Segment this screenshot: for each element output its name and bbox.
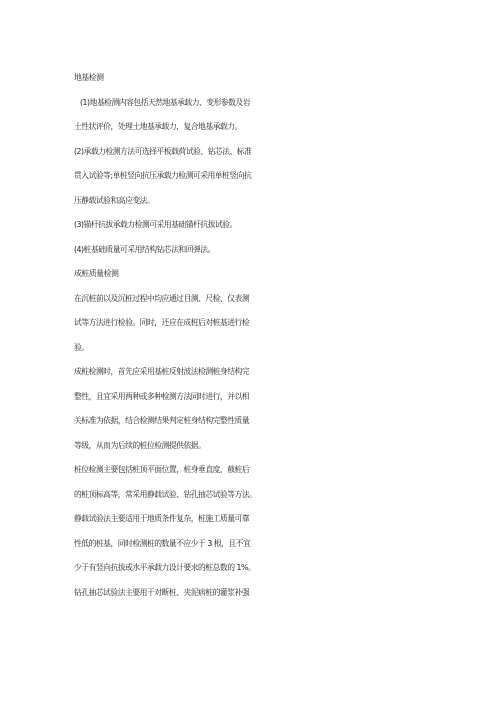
paragraph-line: 关标准为依据，结合检测结果判定桩身结构完整性质量 [74,416,250,425]
paragraph-line: 压静载试验和高应变法。 [74,195,155,205]
paragraph-line: 的桩顶标高等，常采用静载试验、钻孔抽芯试验等方法。 [74,489,257,499]
paragraph-line: (3)锚杆抗拔承载力检测可采用基础锚杆抗拔试验。 [74,220,237,229]
paragraph-line: 整性，且宜采用两种或多种检测方法同时进行，并以相 [74,391,250,401]
section-heading-foundation-testing: 地基检测 [74,73,104,82]
paragraph-line: 桩位检测主要包括桩顶平面位置，桩身垂直度，截桩后 [74,465,250,474]
paragraph-line: 试等方法进行检验。同时，还应在成桩后对桩基进行检 [74,318,250,327]
paragraph-line: 少于有竖向抗拔或水平承载力设计要求的桩总数的 1%。 [74,563,256,572]
paragraph-line: 等级，从而为后续的桩位检测提供依据。 [74,440,206,450]
paragraph-line: 验。 [74,342,89,352]
section-heading-pile-quality: 成桩质量检测 [74,269,119,278]
paragraph-line: 土性状评价，处理土地基承载力，复合地基承载力。 [74,122,242,131]
paragraph-line: 在沉桩前以及沉桩过程中均应通过目测、尺检、仪表测 [74,293,250,303]
paragraph-line: (1)地基检测内容包括天然地基承载力、变形参数及岩 [80,97,251,107]
paragraph-line: 静载试验法主要适用于地质条件复杂，桩施工质量可靠 [74,514,250,523]
paragraph-line: 钻孔抽芯试验法主要用于对断桩、夹泥病桩的灌浆补强 [74,587,250,597]
paragraph-line: (2)承载力检测方法可选择平板载荷试验、钻芯法、标准 [74,146,252,156]
paragraph-line: 性低的桩基，同时检测桩的数量不应少于 3 根，且不宜 [74,538,251,548]
paragraph-line: (4)桩基础质量可采用结构钻芯法和回弹法。 [74,244,215,254]
paragraph-line: 成桩检测时，首先应采用基桩反射波法检测桩身结构完 [74,367,250,376]
paragraph-line: 贯入试验等;单桩竖向抗压承载力检测可采用单桩竖向抗 [74,171,252,180]
